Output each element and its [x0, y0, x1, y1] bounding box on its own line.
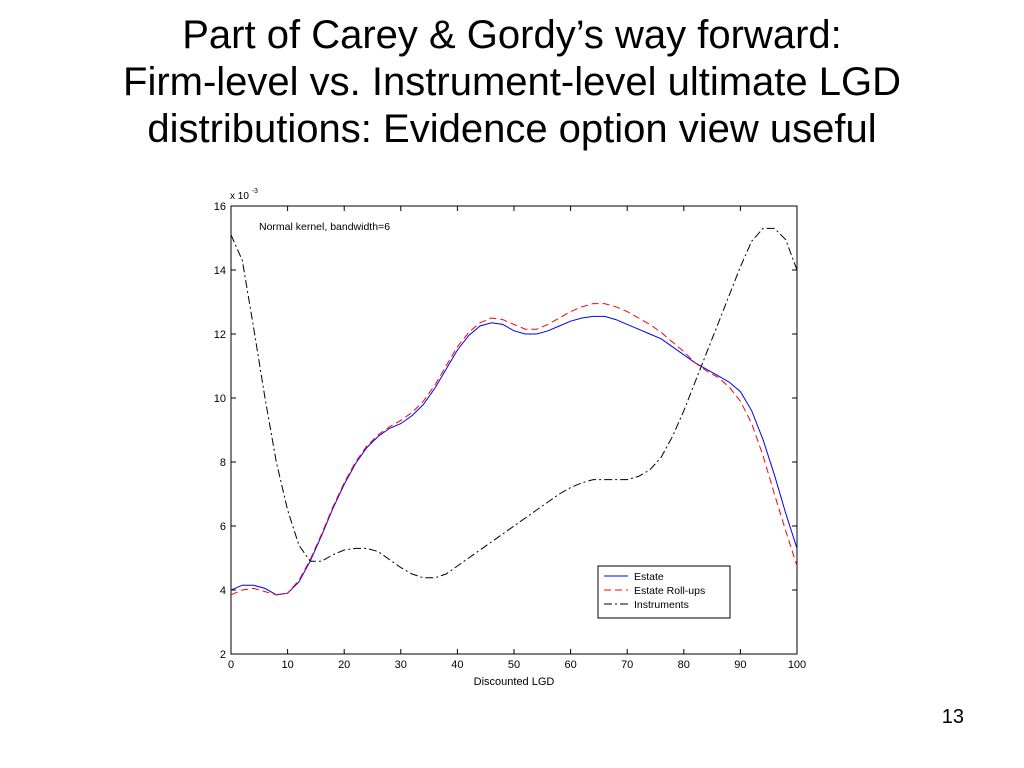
x-tick-label: 0 [227, 659, 235, 671]
lgd-distribution-chart [200, 180, 820, 690]
y-tick-label: 8 [219, 457, 226, 469]
x-tick-label: 70 [621, 659, 634, 671]
x-tick-label: 90 [734, 659, 747, 671]
slide-title-line-1: Part of Carey & Gordy’s way forward: [182, 13, 842, 57]
y-tick-label: 6 [219, 521, 226, 533]
y-axis-multiplier-base: x 10 [230, 191, 249, 202]
x-tick-label: 80 [677, 659, 690, 671]
legend-label: Instruments [634, 599, 689, 611]
y-tick-label: 2 [219, 649, 226, 661]
x-tick-label: 50 [507, 659, 521, 671]
x-tick-label: 60 [564, 659, 577, 671]
x-axis-label: Discounted LGD [473, 676, 555, 688]
y-tick-label: 4 [219, 585, 226, 597]
page-number: 13 [941, 706, 964, 728]
slide-title [0, 12, 1024, 153]
y-axis-multiplier [230, 188, 258, 202]
legend [598, 566, 730, 618]
legend-label: Estate [634, 571, 664, 583]
slide-title-line-2: Firm-level vs. Instrument-level ultimate LGD [123, 60, 901, 104]
x-tick-label: 40 [451, 659, 464, 671]
y-tick-label: 14 [213, 265, 226, 277]
x-tick-label: 100 [787, 659, 807, 671]
chart-annotation: Normal kernel, bandwidth=6 [259, 221, 391, 233]
slide-title-line-3: distributions: Evidence option view useful [147, 107, 877, 151]
y-tick-label: 12 [213, 329, 226, 341]
x-tick-label: 10 [281, 659, 294, 671]
y-axis-multiplier-exponent: -3 [251, 188, 258, 195]
legend-label: Estate Roll-ups [634, 585, 706, 597]
y-tick-label: 10 [213, 393, 226, 405]
x-tick-label: 30 [394, 659, 407, 671]
x-tick-label: 20 [338, 659, 351, 671]
y-tick-label: 16 [213, 201, 226, 213]
